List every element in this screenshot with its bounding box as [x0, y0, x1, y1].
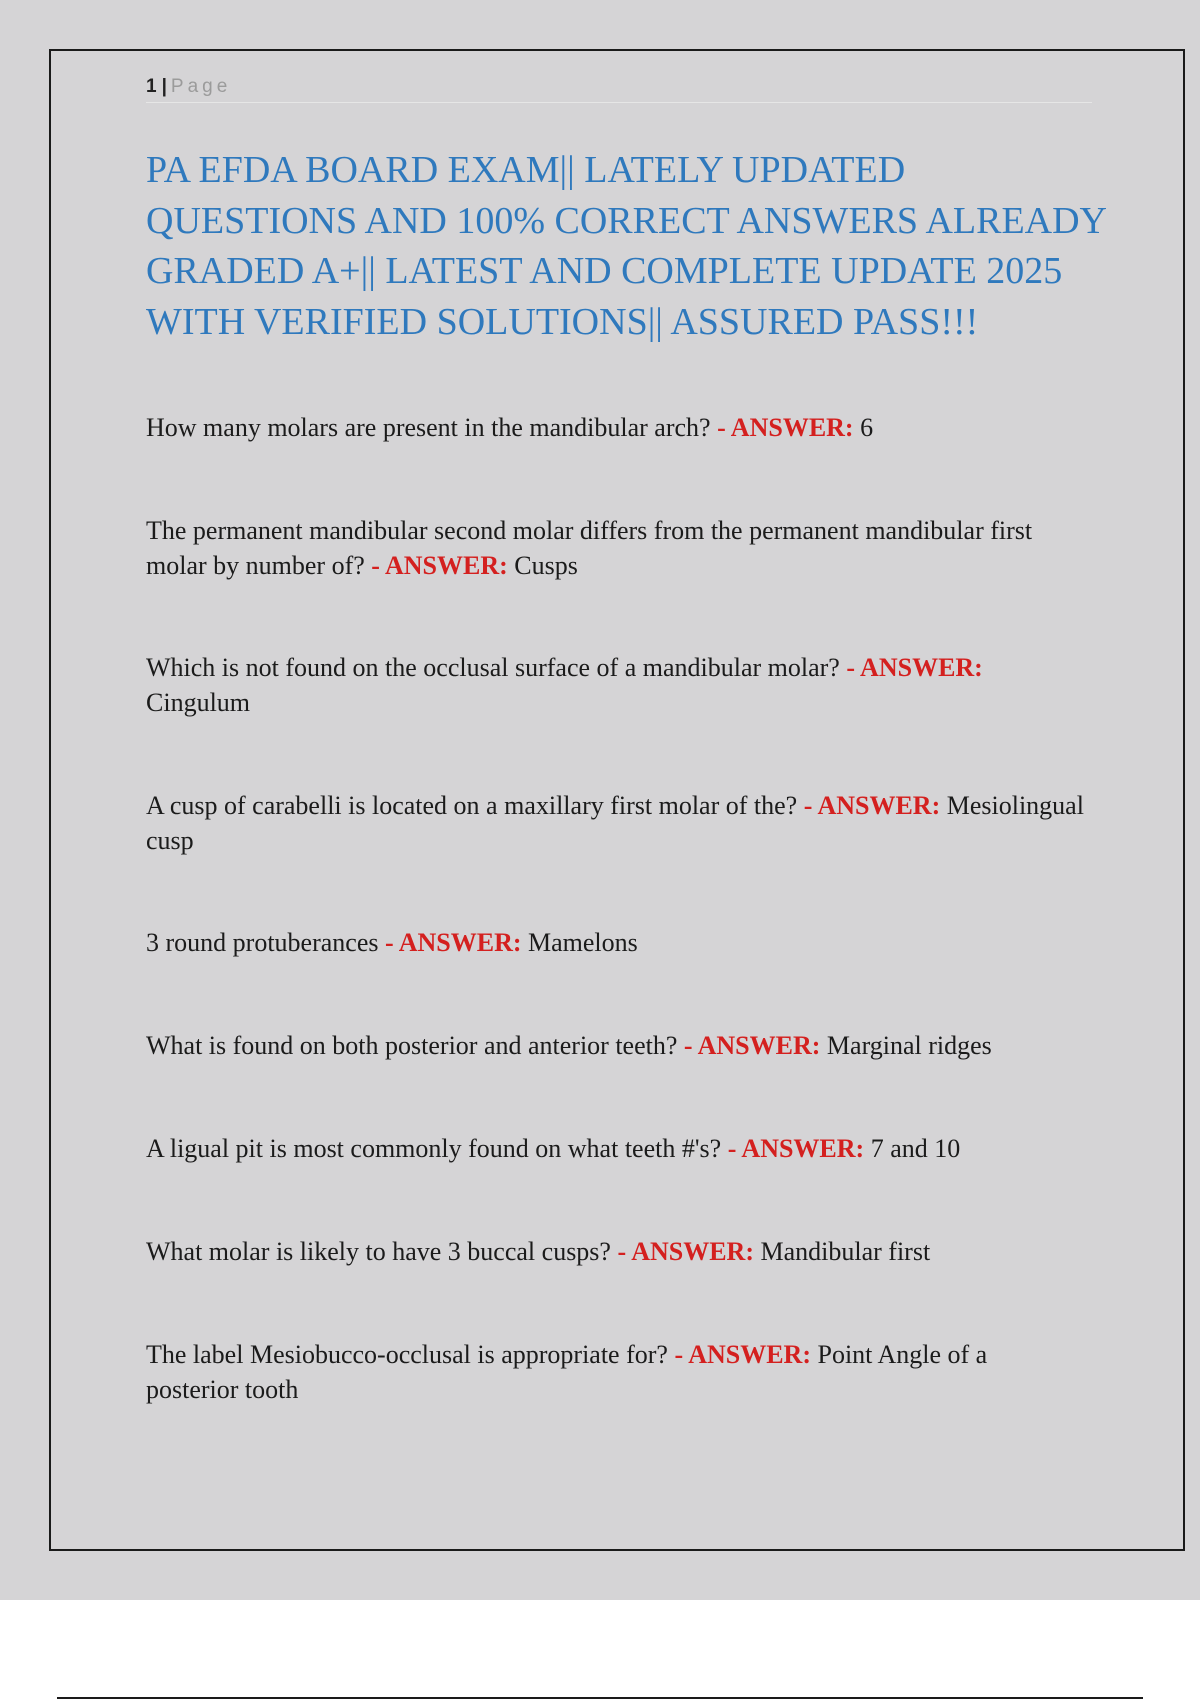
qa-item [146, 513, 1086, 583]
answer-label: - ANSWER: [683, 1031, 821, 1060]
answer-label: - ANSWER: [617, 1237, 754, 1266]
next-page-rule [57, 1697, 1143, 1699]
answer-text: Marginal ridges [826, 1031, 992, 1060]
qa-item [146, 1131, 1086, 1166]
answer-label: - ANSWER: [384, 928, 522, 957]
answer-label: - ANSWER: [717, 413, 854, 442]
question-text: A ligual pit is most commonly found on what teeth #'s? [146, 1134, 722, 1163]
answer-text: Cusps [514, 551, 578, 580]
answer-label: - ANSWER: [846, 653, 983, 682]
qa-item [146, 788, 1086, 858]
answer-text: Mamelons [528, 928, 638, 957]
qa-item [146, 925, 1086, 960]
answer-label: - ANSWER: [727, 1134, 865, 1163]
question-text: Which is not found on the occlusal surface of a mandibular molar? [146, 653, 840, 682]
page-separator: | [161, 76, 167, 97]
qa-item [146, 410, 1086, 445]
answer-text: Point Angle of a posterior tooth [146, 1340, 988, 1404]
question-text: How many molars are present in the mandibular arch? [146, 413, 711, 442]
question-text: A cusp of carabelli is located on a maxillary first molar of the? [146, 791, 798, 820]
question-text: 3 round protuberances [146, 928, 379, 957]
question-text: The permanent mandibular second molar differs from the permanent mandibular first molar by number of? [146, 516, 1033, 580]
question-text: What is found on both posterior and anterior teeth? [146, 1031, 678, 1060]
qa-item [146, 1337, 1086, 1407]
answer-label: - ANSWER: [674, 1340, 811, 1369]
answer-label: - ANSWER: [371, 551, 508, 580]
answer-text: Cingulum [146, 688, 251, 717]
answer-text: 7 and 10 [870, 1134, 961, 1163]
answer-text: Mandibular first [760, 1237, 931, 1266]
document-title: PA EFDA BOARD EXAM|| LATELY UPDATED QUESTIONS AND 100% CORRECT ANSWERS ALREADY GRADED A+|| LATEST AND COMPLETE UPDATE 2025 WITH VERIFIED SOLUTIONS|| ASSURED PASS!!! [146, 149, 1106, 343]
answer-text: Mesiolingual cusp [146, 791, 1084, 855]
question-text: What molar is likely to have 3 buccal cusps? [146, 1237, 611, 1266]
page-number: 1 [146, 76, 157, 97]
qa-item [146, 1234, 1086, 1269]
page-header [146, 74, 1092, 103]
answer-text: 6 [860, 413, 874, 442]
page-word: Page [170, 76, 232, 97]
qa-item [146, 650, 1086, 720]
answer-label: - ANSWER: [803, 791, 941, 820]
qa-item [146, 1028, 1086, 1063]
question-text: The label Mesiobucco-occlusal is appropriate for? [146, 1340, 668, 1369]
